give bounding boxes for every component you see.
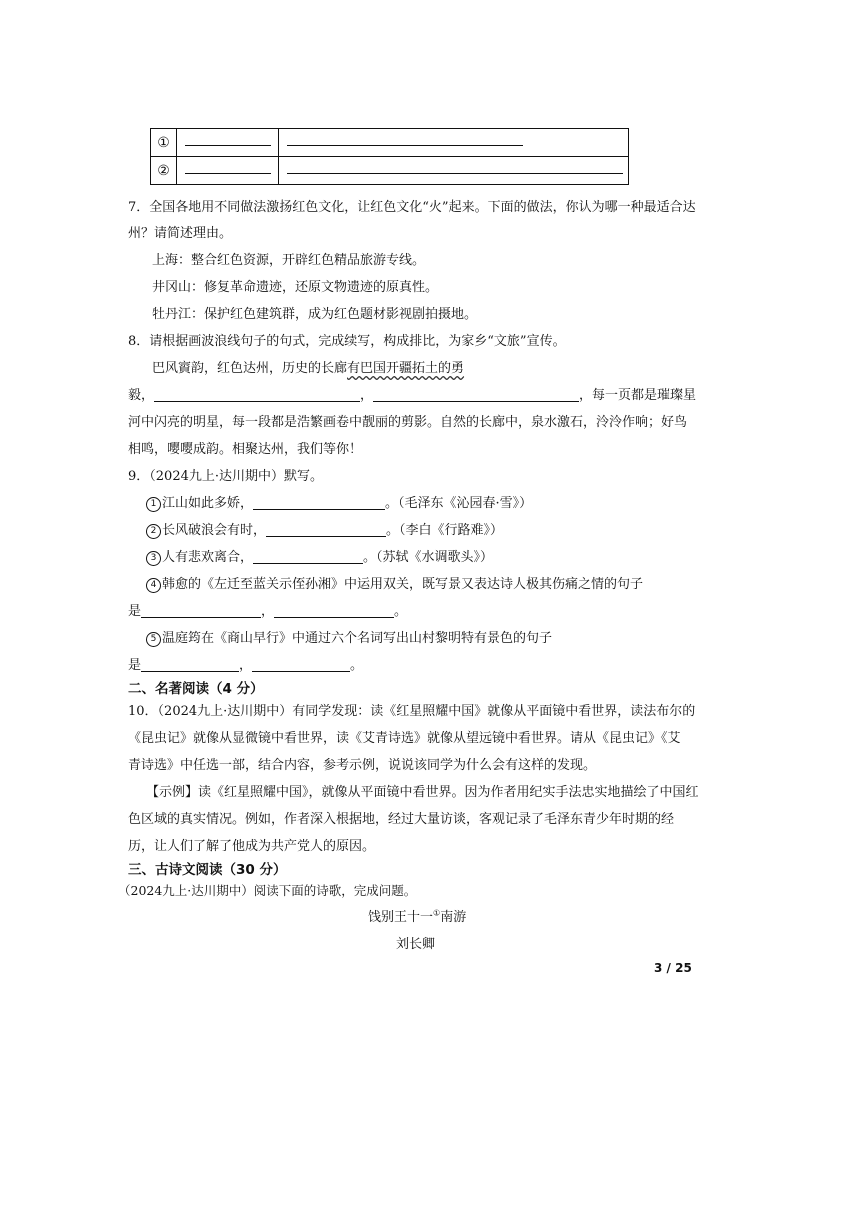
q10-line3: 青诗选》中任选一部，结合内容，参考示例，说说该同学为什么会有这样的发现。 (128, 758, 597, 773)
q9-blank-1[interactable] (253, 495, 385, 510)
item-text: 韩愈的《左迁至蓝关示侄孙湘》中运用双关，既写景又表达诗人极其伤痛之情的句子 (162, 577, 644, 592)
footnote-marker: ① (433, 908, 441, 918)
q9-blank-5b[interactable] (252, 657, 350, 672)
q7-option-mudanjiang: 牡丹江：保护红色建筑群，成为红色题材影视剧拍摄地。 (152, 307, 478, 322)
q9-item-2 (146, 519, 503, 539)
poem-title-end: 南游 (440, 910, 467, 925)
item-source: 。（毛泽东《沁园春·雪》） (385, 496, 533, 511)
q7-option-shanghai: 上海：整合红色资源，开辟红色精品旅游专线。 (152, 253, 426, 268)
item-text: 温庭筠在《商山早行》中通过六个名词写出山村黎明特有景色的句子 (162, 631, 553, 646)
item-source: 。（苏轼《水调歌头》） (363, 550, 494, 565)
poem-title (368, 906, 466, 925)
item-source: 。（李白《行路难》） (386, 523, 504, 538)
q7-line1: 7．全国各地用不同做法激扬红色文化，让红色文化“火”起来。下面的做法，你认为哪一种最适合达 (128, 200, 696, 215)
answer-cell[interactable] (177, 157, 279, 185)
poem-author: 刘长卿 (396, 937, 436, 952)
q9-blank-3[interactable] (253, 549, 363, 564)
item-number-5: 5 (146, 632, 161, 647)
item-text: 人有悲欢离合， (162, 550, 254, 565)
item-text: 。 (350, 658, 364, 673)
q10-line2: 《昆虫记》就像从显微镜中看世界，读《艾青诗选》就像从望远镜中看世界。请从《昆虫记》《艾 (128, 731, 681, 746)
reason-cell[interactable] (279, 129, 629, 157)
item-text: 是 (128, 604, 142, 619)
item-text: ， (261, 604, 275, 619)
q10-example-line2: 色区域的真实情况。例如，作者深入根据地，经过大量访谈，客观记录了毛泽东青少年时期的经 (128, 812, 675, 827)
item-number-4: 4 (146, 578, 161, 593)
q10-example-line1: 【示例】读《红星照耀中国》，就像从平面镜中看世界。因为作者用纪实手法忠实地描绘了中国红 (146, 785, 699, 800)
q9-item-1 (146, 492, 532, 512)
q9-blank-4a[interactable] (141, 603, 261, 618)
row-number: ② (151, 157, 177, 185)
q8-cont-end: ，每一页都是璀璨星 (579, 388, 697, 403)
item-number-3: 3 (146, 551, 161, 566)
item-text: 长风破浪会有时， (162, 523, 267, 538)
answer-cell[interactable] (177, 129, 279, 157)
q9-blank-2[interactable] (266, 522, 386, 537)
q8-paragraph-start (152, 357, 464, 376)
section-3-heading: 三、古诗文阅读（30 分） (128, 862, 287, 878)
poem-title-text: 饯别王十一 (368, 910, 434, 925)
q8-line4: 相鸣，嘤嘤成韵。相聚达州，我们等你！ (128, 442, 363, 457)
table-row (151, 129, 629, 157)
q8-blank-2[interactable] (373, 387, 579, 402)
q9-blank-5a[interactable] (141, 657, 239, 672)
page-number: 3 / 25 (654, 961, 692, 975)
q8-line3: 河中闪亮的明星，每一段都是浩繁画卷中靓丽的剪影。自然的长廊中，泉水激石，泠泠作响；好鸟 (128, 415, 688, 430)
q8-para-text: 巴风賨韵，红色达州，历史的长廊 (152, 361, 348, 376)
q9-item-3 (146, 546, 493, 566)
item-number-1: 1 (146, 497, 161, 512)
q10-example-line3: 历，让人们了解了他成为共产党人的原因。 (128, 839, 376, 854)
section-3-intro: （2024九上·达川期中）阅读下面的诗歌，完成问题。 (118, 883, 417, 898)
reason-cell[interactable] (279, 157, 629, 185)
item-text: 。 (394, 604, 408, 619)
q8-sep: ， (360, 388, 374, 403)
q9-item-5 (146, 627, 552, 647)
q8-continuation-line (128, 384, 696, 403)
q8-cont-start: 毅， (128, 388, 155, 403)
item-text: 江山如此多娇， (162, 496, 254, 511)
q9-item-5-answer (128, 654, 363, 673)
q8-line1: 8．请根据画波浪线句子的句式，完成续写，构成排比，为家乡“文旅”宣传。 (128, 334, 566, 349)
q9-title: 9．（2024九上·达川期中）默写。 (128, 469, 323, 484)
item-number-2: 2 (146, 524, 161, 539)
q9-item-4-answer (128, 600, 407, 619)
q10-line1: 10．（2024九上·达川期中）有同学发现：读《红星照耀中国》就像从平面镜中看世界，读法布尔的 (128, 704, 696, 719)
answer-table (150, 128, 629, 185)
q7-option-jinggangshan: 井冈山：修复革命遗迹，还原文物遗迹的原真性。 (152, 280, 439, 295)
q9-item-4 (146, 573, 643, 593)
section-2-heading: 二、名著阅读（4 分） (128, 681, 264, 697)
row-number: ① (151, 129, 177, 157)
item-text: 是 (128, 658, 142, 673)
q8-blank-1[interactable] (154, 387, 360, 402)
item-text: ， (239, 658, 253, 673)
table-row (151, 157, 629, 185)
q8-wavy-sentence: 有巴国开疆拓土的勇 (347, 361, 465, 376)
q7-line2: 州？请简述理由。 (128, 226, 233, 241)
q9-blank-4b[interactable] (274, 603, 394, 618)
